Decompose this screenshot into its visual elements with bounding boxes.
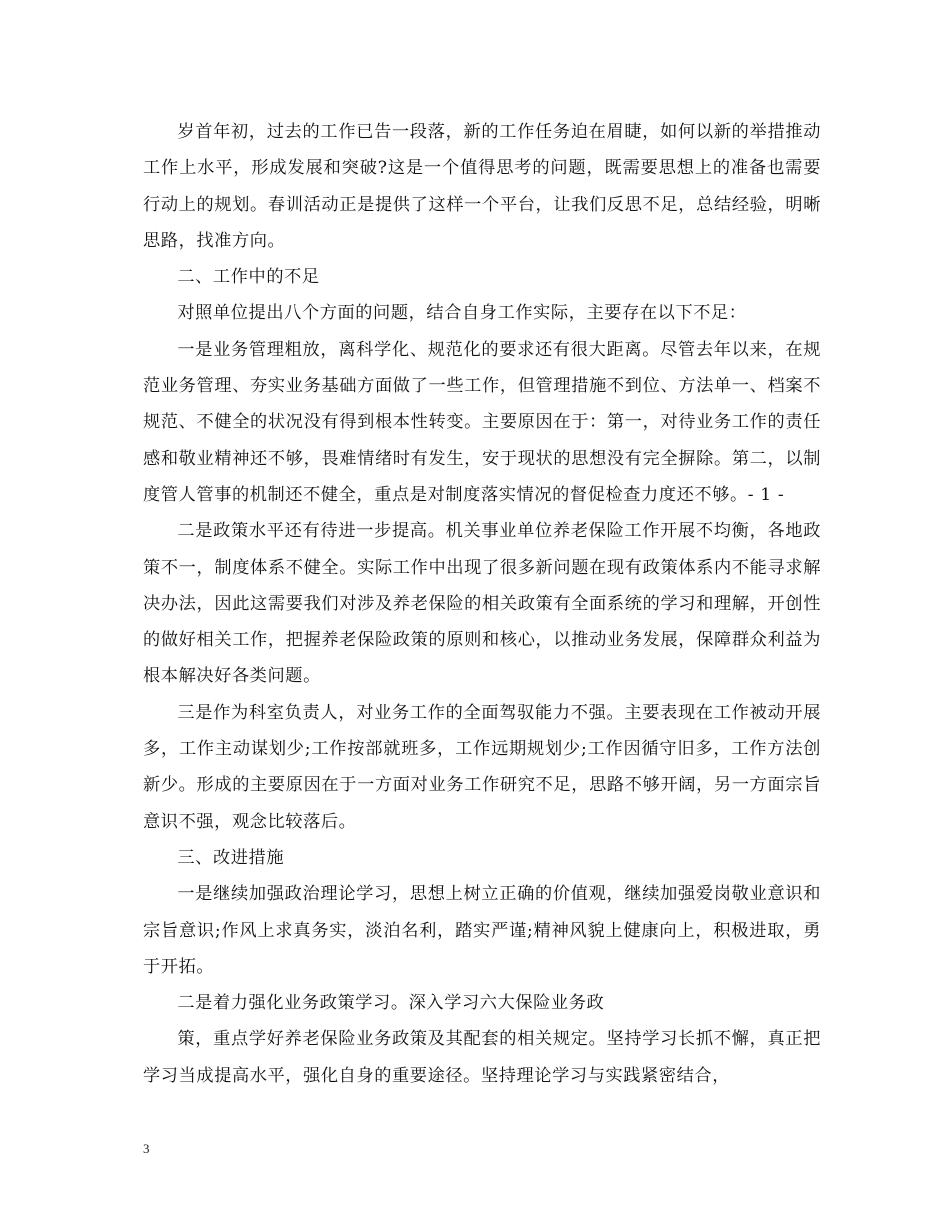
paragraph-improvement-1: 一是继续加强政治理论学习，思想上树立正确的价值观，继续加强爱岗敬业意识和宗旨意识;作风上求真务实，淡泊名利，踏实严谨;精神风貌上健康向上，积极进取，勇于开拓。 xyxy=(143,884,821,977)
paragraph-shortcoming-2: 二是政策水平还有待进一步提高。机关事业单位养老保险工作开展不均衡，各地政策不一，制度体系不健全。实际工作中出现了很多新问题在现有政策体系内不能寻求解决办法，因此这需要我们对涉及养老保险的相关政策有全面系统的学习和理解，开创性的做好相关工作，把握养老保险政策的原则和核心，以推动业务发展，保障群众利益为根本解决好各类问题。 xyxy=(143,521,821,687)
paragraph-intro: 岁首年初，过去的工作已告一段落，新的工作任务迫在眉睫，如何以新的举措推动工作上水平，形成发展和突破?这是一个值得思考的问题，既需要思想上的准备也需要行动上的规划。春训活动正是提供了这样一个平台，让我们反思不足，总结经验，明晰思路，找准方向。 xyxy=(143,122,821,251)
page-number: 3 xyxy=(143,1141,150,1156)
paragraph-shortcomings-lead: 对照单位提出八个方面的问题，结合自身工作实际，主要存在以下不足： xyxy=(177,303,747,324)
document-body xyxy=(143,114,821,1094)
paragraph-shortcoming-3: 三是作为科室负责人，对业务工作的全面驾驭能力不强。主要表现在工作被动开展多，工作主动谋划少;工作按部就班多，工作远期规划少;工作因循守旧多，工作方法创新少。形成的主要原因在于一方面对业务工作研究不足，思路不够开阔，另一方面宗旨意识不强，观念比较落后。 xyxy=(143,702,821,832)
paragraph-shortcoming-1: 一是业务管理粗放，离科学化、规范化的要求还有很大距离。尽管去年以来，在规范业务管理、夯实业务基础方面做了一些工作，但管理措施不到位、方法单一、档案不规范、不健全的状况没有得到根本性转变。主要原因在于：第一，对待业务工作的责任感和敬业精神还不够，畏难情绪时有发生，安于现状的思想没有完全摒除。第二，以制度管人管事的机制还不健全，重点是对制度落实情况的督促检查力度还不够。- 1 - xyxy=(143,339,821,505)
section-heading-improvements: 三、改进措施 xyxy=(177,847,285,868)
paragraph-improvement-2: 二是着力强化业务政策学习。深入学习六大保险业务政 xyxy=(177,993,605,1014)
paragraph-improvement-2-continued: 策，重点学好养老保险业务政策及其配套的相关规定。坚持学习长抓不懈，真正把学习当成提高水平，强化自身的重要途径。坚持理论学习与实践紧密结合， xyxy=(143,1029,821,1086)
section-heading-shortcomings: 二、工作中的不足 xyxy=(177,267,320,288)
